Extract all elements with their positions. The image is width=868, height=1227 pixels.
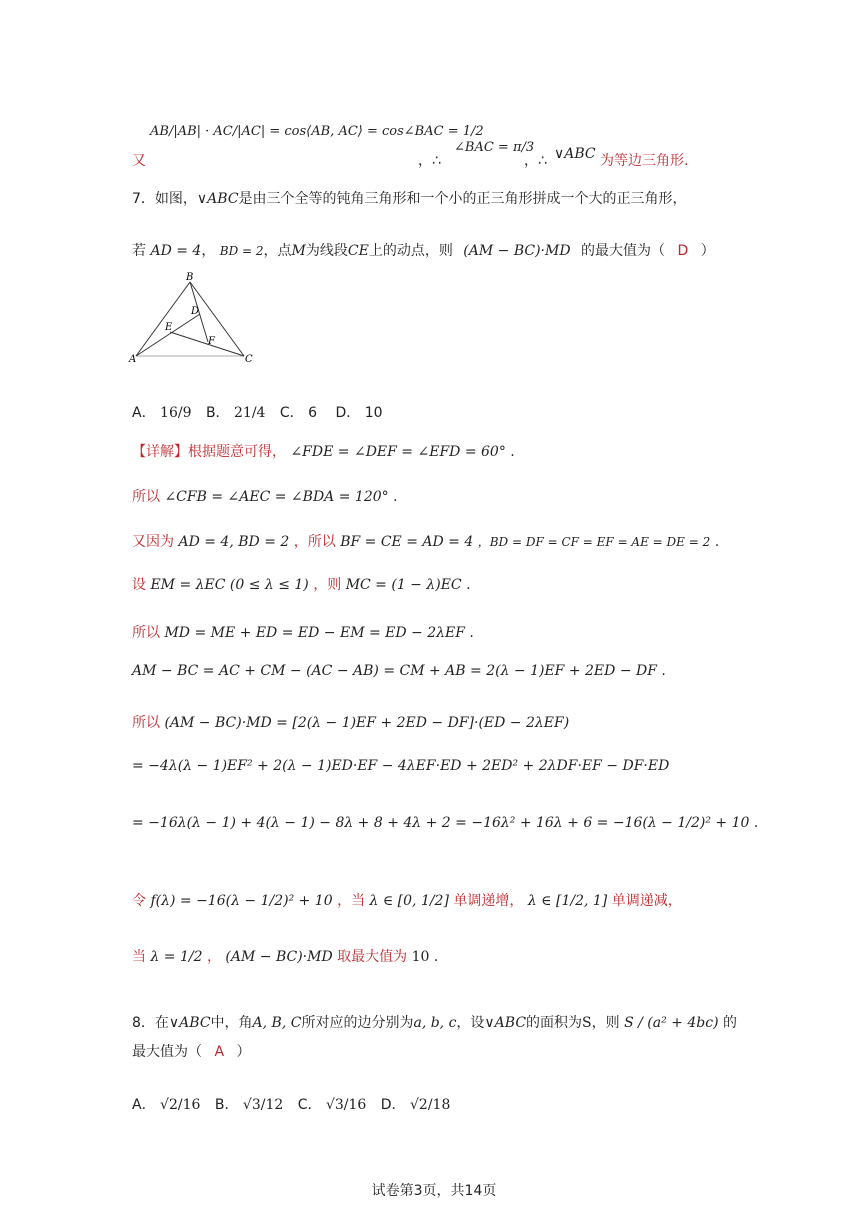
- sol-l10-mid2: 单调递增，: [453, 893, 524, 909]
- q8-answer: A: [214, 1044, 225, 1060]
- fig-label-a: A: [129, 354, 137, 365]
- q7-triangle-figure: [128, 270, 258, 366]
- q8-expr: S / (a² + 4bc): [624, 1015, 719, 1031]
- q8-option-b-label: B．: [214, 1097, 239, 1113]
- q8-triangle2: ∨ABC: [484, 1015, 527, 1031]
- q7-close: ）: [700, 243, 715, 259]
- sol-l9-math: = −16λ(λ − 1) + 4(λ − 1) − 8λ + 8 + 4λ + 2 = −16λ² + 16λ + 6 = −16(λ − 1/2)² + 10: [132, 815, 750, 831]
- q7-option-a-label: A．: [132, 405, 156, 421]
- sol-l7-math: (AM − BC)·MD = [2(λ − 1)EF + 2ED − DF]·(ED − 2λEF): [164, 715, 570, 731]
- sol-l4-math2: MC = (1 − λ)EC: [345, 577, 462, 593]
- q8-option-c-value: √3/16: [325, 1097, 367, 1113]
- sol-l4-head: 设: [132, 577, 146, 593]
- sol-l5-end: .: [469, 625, 474, 641]
- prev-formula-a: AB/|AB| · AC/|AC| = cos⟨AB, AC⟩ = cos∠BAC = 1/2: [150, 124, 484, 139]
- q7-stem5: 上的动点，则: [368, 243, 453, 259]
- q7-ad: AD = 4: [150, 243, 202, 259]
- q7-comma1: ，: [201, 243, 216, 259]
- q7-stem-line1: [132, 188, 687, 208]
- prev-mid1: ，∴: [418, 153, 441, 169]
- prev-mid2: ，∴: [524, 153, 547, 169]
- q7-answer: D: [677, 243, 689, 259]
- sol-l3-mid: ，所以: [293, 534, 336, 550]
- page-footer: 试卷第3页，共14页: [371, 1183, 497, 1199]
- q7-option-b-value: 21/4: [234, 405, 266, 421]
- q8-close: ）: [236, 1044, 251, 1060]
- sol-l8-math: = −4λ(λ − 1)EF² + 2(λ − 1)ED·EF − 4λEF·ED + 2ED² + 2λDF·EF − DF·ED: [132, 758, 670, 774]
- sol-line-7: [132, 712, 569, 732]
- sol-l7-head: 所以: [132, 715, 160, 731]
- sol-l10-mid1: ，当: [337, 893, 366, 909]
- q7-stem2: 是由三个全等的钝角三角形和一个小的正三角形拼成一个大的正三角形，: [238, 191, 687, 207]
- q8-option-d-label: D．: [380, 1097, 406, 1113]
- sol-l2-math: ∠CFB = ∠AEC = ∠BDA = 120°: [164, 489, 389, 505]
- sol-l2-head: 所以: [132, 489, 160, 505]
- sol-line-11: [132, 946, 438, 966]
- fig-label-f: F: [208, 336, 215, 347]
- q8-triangle: ∨ABC: [168, 1015, 211, 1031]
- q7-stem3: ，点: [263, 243, 292, 259]
- q7-triangle: ∨ABC: [196, 191, 239, 207]
- q8-stem1: 8．在: [132, 1015, 169, 1031]
- q7-if: 若: [132, 243, 146, 259]
- q8-stem4: ，设: [456, 1015, 485, 1031]
- q8-s: S: [582, 1015, 592, 1031]
- q7-option-a-value: 16/9: [160, 405, 192, 421]
- q8-option-a-label: A．: [132, 1097, 156, 1113]
- sol-l11-mid2: 取最大值为: [337, 949, 408, 965]
- q8-stem7: 的: [722, 1015, 737, 1031]
- sol-l10-math2: λ ∈ [0, 1/2]: [369, 893, 449, 909]
- q8-sides: a, b, c: [413, 1015, 457, 1031]
- q8-option-a-value: √2/16: [160, 1097, 201, 1113]
- q8-stem3: 所对应的边分别为: [301, 1015, 414, 1031]
- sol-l6-end: .: [661, 663, 666, 679]
- sol-l4-math1: EM = λEC (0 ≤ λ ≤ 1): [150, 577, 309, 593]
- sol-l10-head: 令: [132, 893, 146, 909]
- prev-suffix: 为等边三角形.: [600, 153, 689, 169]
- fig-label-c: C: [245, 354, 253, 365]
- q7-expr: (AM − BC)·MD: [463, 243, 571, 259]
- q7-options: [132, 402, 383, 422]
- prev-formula-b: ∠BAC = π/3: [454, 140, 535, 155]
- sol-line-5: [132, 622, 474, 642]
- sol-l3-head: 又因为: [132, 534, 174, 550]
- sol-line-10: [132, 890, 682, 910]
- q7-ce: CE: [347, 243, 369, 259]
- q8-option-b-value: √3/12: [242, 1097, 284, 1113]
- sol-l4-mid: ，则: [313, 577, 342, 593]
- sol-l11-math3: 10: [411, 949, 430, 965]
- q8-options: [132, 1094, 450, 1114]
- prev-prefix: 又: [132, 153, 146, 169]
- sol-l11-math2: (AM − BC)·MD: [225, 949, 333, 965]
- q7-stem-line2: [132, 240, 715, 260]
- sol-l5-head: 所以: [132, 625, 160, 641]
- q8-option-c-label: C．: [297, 1097, 322, 1113]
- sol-line-2: [132, 486, 398, 506]
- q7-option-b-label: B．: [205, 405, 230, 421]
- sol-l10-math3: λ ∈ [1/2, 1]: [527, 893, 608, 909]
- sol-l10-mid3: 单调递减，: [611, 893, 682, 909]
- q7-stem6: 的最大值为（: [581, 243, 666, 259]
- q8-stem8: 最大值为（: [132, 1044, 202, 1060]
- sol-l11-head: 当: [132, 949, 146, 965]
- sol-l2-end: .: [393, 489, 398, 505]
- sol-l1-end: .: [510, 444, 515, 460]
- sol-l11-mid1: ，: [206, 949, 221, 965]
- q8-stem-line2: [132, 1041, 250, 1061]
- sol-l11-math1: λ = 1/2: [150, 949, 203, 965]
- q8-stem-line1: [132, 1012, 737, 1032]
- sol-line-4: [132, 574, 471, 594]
- q7-option-d-label: D．: [335, 405, 361, 421]
- prev-triangle: ∨ABC: [554, 146, 596, 162]
- fig-label-d: D: [191, 306, 200, 317]
- q8-option-d-value: √2/18: [410, 1097, 451, 1113]
- sol-l3-math3: ，BD = DF = CF = EF = AE = DE = 2: [477, 535, 711, 549]
- sol-l10-math1: f(λ) = −16(λ − 1/2)² + 10: [150, 893, 333, 909]
- q7-option-c-label: C．: [279, 405, 304, 421]
- q8-angles: A, B, C: [252, 1015, 302, 1031]
- sol-l4-end: .: [466, 577, 471, 593]
- sol-l3-math1: AD = 4, BD = 2: [178, 534, 290, 550]
- fig-label-e: E: [165, 322, 173, 333]
- sol-line-3: [132, 531, 719, 551]
- sol-l6-math: AM − BC = AC + CM − (AC − AB) = CM + AB = 2(λ − 1)EF + 2ED − DF: [132, 663, 657, 679]
- q7-option-c-value: 6: [308, 405, 318, 421]
- q7-stem4: 为线段: [305, 243, 348, 259]
- sol-l5-math: MD = ME + ED = ED − EM = ED − 2λEF: [164, 625, 465, 641]
- q8-stem5: 的面积为: [526, 1015, 583, 1031]
- q8-stem2: 中，角: [210, 1015, 253, 1031]
- q7-option-d-value: 10: [364, 405, 383, 421]
- fig-label-b: B: [186, 272, 194, 283]
- sol-line-6: [132, 663, 666, 679]
- sol-l1-math: ∠FDE = ∠DEF = ∠EFD = 60°: [290, 444, 506, 460]
- q8-stem6: ，则: [591, 1015, 620, 1031]
- q7-bd: BD = 2: [219, 244, 264, 258]
- q7-m: M: [291, 243, 306, 259]
- sol-line-1: [132, 441, 515, 461]
- sol-l1-head: 【详解】根据题意可得，: [132, 444, 286, 460]
- sol-l9-end: .: [753, 815, 759, 831]
- sol-l3-math2: BF = CE = AD = 4: [340, 534, 474, 550]
- sol-l3-end: .: [714, 534, 720, 550]
- sol-l11-end: .: [433, 949, 439, 965]
- sol-line-8: [132, 758, 669, 774]
- q7-stem1: 7．如图，: [132, 191, 197, 207]
- sol-line-9: [132, 815, 758, 831]
